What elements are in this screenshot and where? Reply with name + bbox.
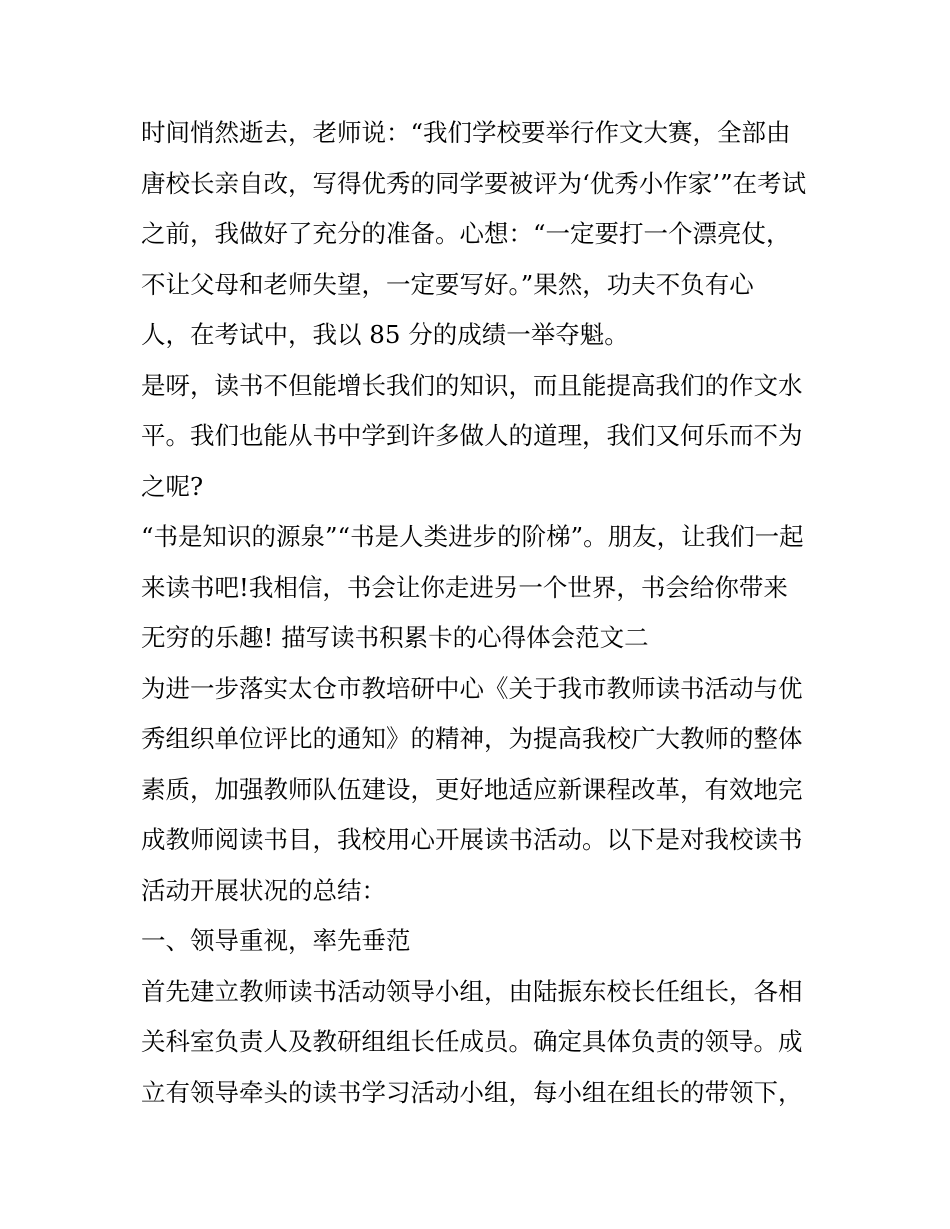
text-line: 来读书吧!我相信，书会让你走进另一个世界，书会给你带来 [141, 572, 788, 602]
text-line: 活动开展状况的总结： [141, 875, 386, 905]
text-line: 无穷的乐趣! 描写读书积累卡的心得体会范文二 [141, 623, 649, 652]
text-line: 素质，加强教师队伍建设，更好地适应新课程改革，有效地完 [141, 774, 803, 804]
section-heading: 一、领导重视，率先垂范 [141, 926, 411, 955]
text-line: 关科室负责人及教研组组长任成员。确定具体负责的领导。成 [141, 1027, 803, 1056]
text-line: 之呢? [141, 471, 204, 501]
text-line: 人，在考试中，我以 85 分的成绩一举夺魁。 [141, 320, 629, 349]
text-line: 成教师阅读书目，我校用心开展读书活动。以下是对我校读书 [141, 825, 803, 854]
text-line: 不让父母和老师失望，一定要写好。”果然，功夫不负有心 [141, 269, 754, 299]
document-body [141, 108, 821, 1118]
text-line: 之前，我做好了充分的准备。心想：“一定要打一个漂亮仗， [141, 219, 791, 248]
text-line: 是呀，读书不但能增长我们的知识，而且能提高我们的作文水 [141, 370, 803, 400]
text-line: 时间悄然逝去，老师说：“我们学校要举行作文大赛，全部由 [141, 118, 791, 147]
text-line: 秀组织单位评比的通知》的精神，为提高我校广大教师的整体 [141, 724, 803, 753]
text-line: 为进一步落实太仓市教培研中心《关于我市教师读书活动与优 [141, 673, 803, 703]
text-line: 立有领导牵头的读书学习活动小组，每小组在组长的带领下， [141, 1077, 803, 1107]
text-line: 首先建立教师读书活动领导小组，由陆振东校长任组长，各相 [141, 976, 803, 1006]
text-line: 平。我们也能从书中学到许多做人的道理，我们又何乐而不为 [141, 421, 803, 450]
text-line: “书是知识的源泉”“书是人类进步的阶梯”。朋友，让我们一起 [141, 522, 804, 551]
text-line: 唐校长亲自改，写得优秀的同学要被评为‘优秀小作家’”在考试 [141, 168, 807, 198]
